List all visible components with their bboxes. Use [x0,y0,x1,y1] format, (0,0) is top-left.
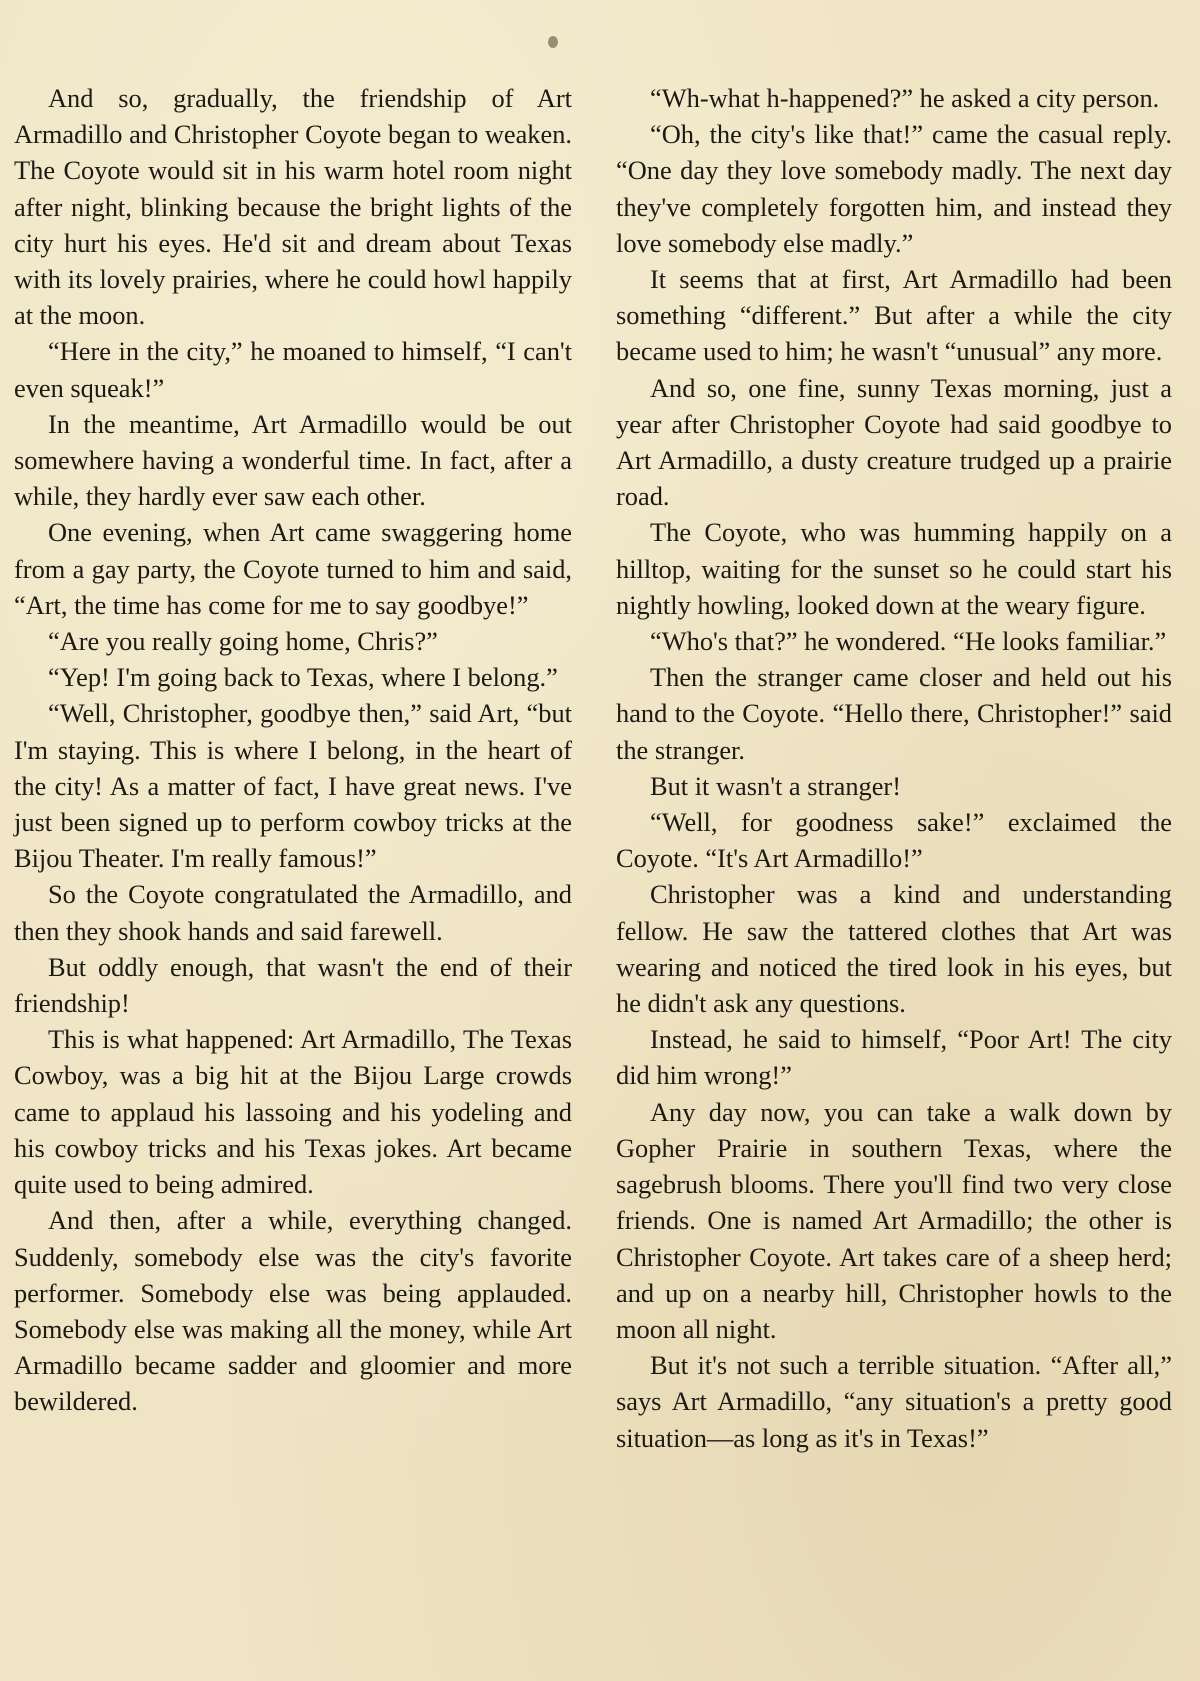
paragraph: This is what happened: Art Armadillo, The Texas Cowboy, was a big hit at the Bijou Large crowds came to applaud his lassoing and his yodeling and his cowboy tricks and his Texas jokes. Art became quite used to being admired. [14,1024,572,1200]
paragraph: And then, after a while, everything changed. Suddenly, somebody else was the city's favorite performer. Somebody else was being applauded. Somebody else was making all the money, while Art Armadillo became sadder and gloomier and more bewildered. [14,1205,572,1417]
paragraph: It seems that at first, Art Armadillo had been something “different.” But after a while the city became used to him; he wasn't “unusual” any more. [616,264,1172,367]
paragraph: So the Coyote congratulated the Armadillo, and then they shook hands and said farewell. [14,879,572,946]
right-text-column [616,80,1172,1456]
paragraph: “Wh-what h-happened?” he asked a city person. [650,83,1160,113]
paragraph: “Yep! I'm going back to Texas, where I belong.” [48,662,558,693]
paragraph: But it's not such a terrible situation. “After all,” says Art Armadillo, “any situation's a pretty good situation—as long as it's in Texas!” [616,1350,1172,1453]
paragraph: In the meantime, Art Armadillo would be out somewhere having a wonderful time. In fact, after a while, they hardly ever saw each other. [14,408,572,512]
paragraph: “Well, Christopher, goodbye then,” said Art, “but I'm staying. This is where I belong, in the heart of the city! As a matter of fact, I have great news. I've just been signed up to perform cowboy tricks at the Bijou Theater. I'm really famous!” [14,698,572,874]
paragraph: “Who's that?” he wondered. “He looks familiar.” [650,626,1167,657]
paragraph: Instead, he said to himself, “Poor Art! The city did him wrong!” [616,1024,1172,1091]
paragraph: One evening, when Art came swaggering home from a gay party, the Coyote turned to him and said, “Art, the time has come for me to say goodbye!” [14,517,572,620]
paragraph: Any day now, you can take a walk down by Gopher Prairie in southern Texas, where the sagebrush blooms. There you'll find two very close friends. One is named Art Armadillo; the other is Christopher Coyote. Art takes care of a sheep herd; and up on a nearby hill, Christopher howls to the moon all night. [616,1096,1172,1344]
paragraph: Christopher was a kind and understanding fellow. He saw the tattered clothes that Art was wearing and noticed the tired look in his eyes, but he didn't ask any questions. [616,879,1172,1019]
ink-speck [548,36,558,48]
paragraph: And so, one fine, sunny Texas morning, just a year after Christopher Coyote had said goodbye to Art Armadillo, a dusty creature trudged up a prairie road. [616,372,1172,512]
paragraph: “Are you really going home, Chris?” [48,626,438,657]
paragraph: “Oh, the city's like that!” came the casual reply. “One day they love somebody madly. The next day they've completely forgotten him, and instead they love somebody else madly.” [616,119,1172,258]
paragraph: But oddly enough, that wasn't the end of their friendship! [14,951,572,1019]
paragraph: The Coyote, who was humming happily on a hilltop, waiting for the sunset so he could start his nightly howling, looked down at the weary figure. [616,517,1172,620]
paragraph: But it wasn't a stranger! [650,770,902,801]
paragraph: “Well, for goodness sake!” exclaimed the Coyote. “It's Art Armadillo!” [616,807,1172,874]
paragraph: “Here in the city,” he moaned to himself, “I can't even squeak!” [14,336,572,403]
paragraph: Then the stranger came closer and held out his hand to the Coyote. “Hello there, Christopher!” said the stranger. [616,662,1172,765]
left-text-column [14,80,572,1420]
paragraph: And so, gradually, the friendship of Art Armadillo and Christopher Coyote began to weaken. The Coyote would sit in his warm hotel room night after night, blinking because the bright lights of the city hurt his eyes. He'd sit and dream about Texas with its lovely prairies, where he could howl happily at the moon. [14,83,572,331]
